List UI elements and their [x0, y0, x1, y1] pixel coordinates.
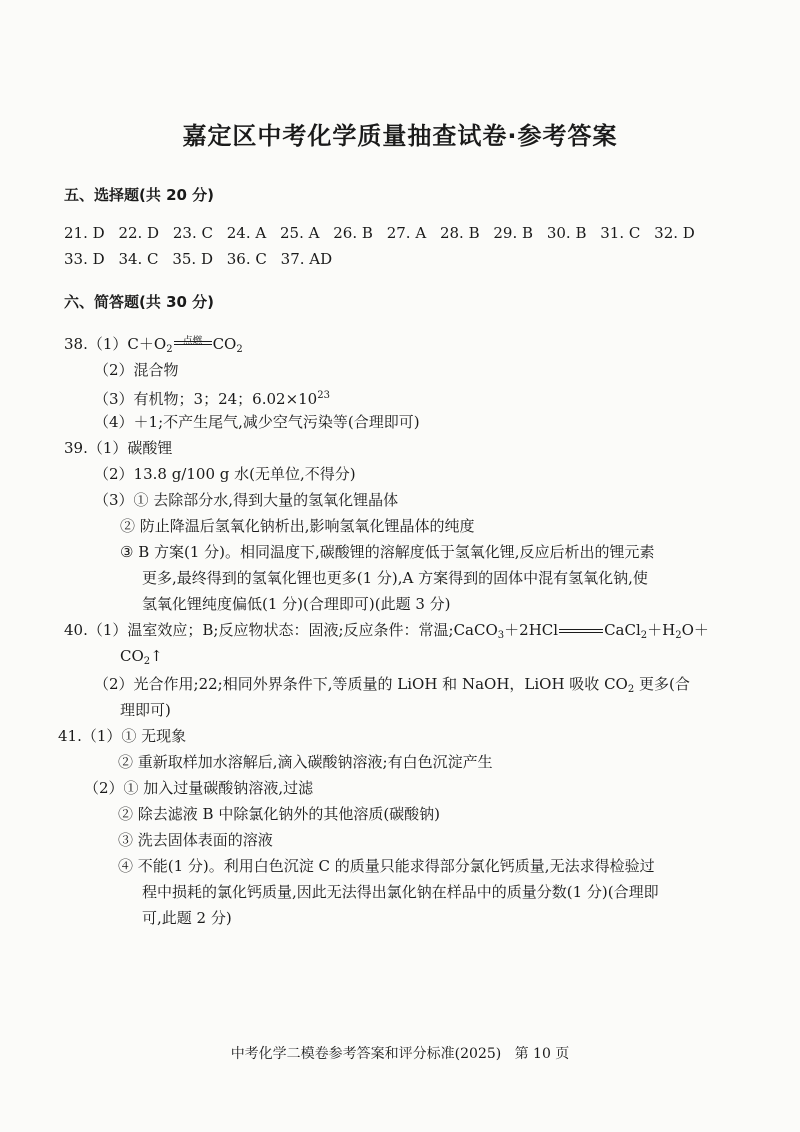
superscript: 23 — [317, 390, 330, 401]
q40-line-4: 理即可) — [120, 701, 171, 719]
choice-answer: 25. A — [280, 224, 320, 242]
q39-line-5: ③ B 方案(1 分)。相同温度下,碳酸锂的溶解度低于氢氧化锂,反应后析出的锂元素 — [120, 543, 655, 561]
choice-answer: 21. D — [64, 224, 105, 242]
choice-answer: 33. D — [64, 250, 105, 268]
choice-answer: 37. AD — [280, 250, 333, 268]
q38-line-3 — [94, 386, 330, 409]
subscript: 2 — [166, 344, 173, 355]
q40-text: 40.（1）温室效应；B;反应物状态：固液;反应条件：常温;CaCO — [64, 621, 498, 639]
q39-line-7: 氢氧化锂纯度偏低(1 分)(合理即可)(此题 3 分) — [142, 595, 451, 613]
gas-arrow-icon: ↑ — [150, 647, 163, 665]
q39-line-4: ② 防止降温后氢氧化钠析出,影响氢氧化锂晶体的纯度 — [120, 517, 475, 535]
reaction-equals — [558, 629, 604, 633]
choice-answer: 35. D — [172, 250, 213, 268]
choice-answer: 27. A — [386, 224, 427, 242]
q39-line-6: 更多,最终得到的氢氧化锂也更多(1 分),A 方案得到的固体中混有氢氧化钠,使 — [142, 569, 648, 587]
q40-text: 更多(合 — [634, 675, 690, 693]
subscript: 3 — [497, 630, 505, 641]
reaction-condition: 点燃 — [182, 336, 203, 347]
q41-line-4: ② 除去滤液 B 中除氯化钠外的其他溶质(碳酸钠) — [118, 805, 441, 823]
page-footer: 中考化学二模卷参考答案和评分标准(2025) 第 10 页 — [230, 1046, 570, 1062]
q38-text: （3）有机物；3；24；6.02×10 — [94, 390, 318, 408]
choice-answer: 36. C — [226, 250, 267, 268]
q41-line-3: （2）① 加入过量碳酸钠溶液,过滤 — [84, 779, 314, 797]
subscript: 2 — [236, 344, 243, 355]
q38-line-4: （4）＋1;不产生尾气,减少空气污染等(合理即可) — [94, 413, 420, 431]
q40-text: ＋H — [647, 621, 676, 639]
choice-answer: 26. B — [333, 224, 373, 242]
subscript: 2 — [143, 656, 151, 667]
q40-text: （2）光合作用;22;相同外界条件下,等质量的 LiOH 和 NaOH，LiOH 吸收 CO — [94, 675, 628, 693]
q40-text: CaCl — [604, 621, 641, 639]
choice-answers-row-2 — [64, 250, 341, 268]
choice-answer: 30. B — [546, 224, 587, 242]
section-multiple-choice-heading: 五、选择题(共 20 分) — [64, 186, 215, 204]
q41-line-2: ② 重新取样加水溶解后,滴入碳酸钠溶液;有白色沉淀产生 — [118, 753, 493, 771]
subscript: 2 — [675, 630, 682, 641]
choice-answer: 24. A — [226, 224, 267, 242]
q38-line-1 — [64, 334, 243, 360]
q40-text: CO — [120, 647, 144, 665]
choice-answers-row-1 — [64, 224, 704, 242]
choice-answer: 29. B — [493, 224, 534, 242]
choice-answer: 28. B — [439, 224, 480, 242]
q38-text: 38.（1）C＋O — [64, 335, 167, 353]
q40-line-1 — [64, 620, 709, 646]
choice-answer: 32. D — [654, 224, 695, 242]
q40-line-3 — [94, 674, 690, 700]
choice-answer: 23. C — [172, 224, 213, 242]
q41-line-1: 41.（1）① 无现象 — [58, 727, 187, 745]
section-short-answer-heading: 六、简答题(共 30 分) — [64, 293, 215, 311]
q41-line-7: 程中损耗的氯化钙质量,因此无法得出氯化钠在样品中的质量分数(1 分)(合理即 — [142, 883, 659, 901]
reaction-arrow — [173, 336, 213, 349]
q41-line-8: 可,此题 2 分) — [142, 909, 232, 927]
choice-answer: 34. C — [118, 250, 159, 268]
q40-text: O＋ — [681, 621, 709, 639]
choice-answer: 31. C — [600, 224, 641, 242]
q39-line-2: （2）13.8 g/100 g 水(无单位,不得分) — [94, 465, 356, 483]
q41-line-5: ③ 洗去固体表面的溶液 — [118, 831, 273, 849]
q38-line-2: （2）混合物 — [94, 361, 179, 379]
choice-answer: 22. D — [118, 224, 160, 242]
q39-line-3: （3）① 去除部分水,得到大量的氢氧化锂晶体 — [94, 491, 399, 509]
q40-line-2 — [120, 646, 163, 672]
q40-text: ＋2HCl — [504, 621, 559, 639]
q39-line-1: 39.（1）碳酸锂 — [64, 439, 173, 457]
subscript: 2 — [627, 684, 635, 695]
page-title: 嘉定区中考化学质量抽查试卷·参考答案 — [182, 122, 618, 150]
q38-text: CO — [212, 335, 237, 353]
q41-line-6: ④ 不能(1 分)。利用白色沉淀 C 的质量只能求得部分氯化钙质量,无法求得检验过 — [118, 857, 655, 875]
subscript: 2 — [640, 630, 648, 641]
